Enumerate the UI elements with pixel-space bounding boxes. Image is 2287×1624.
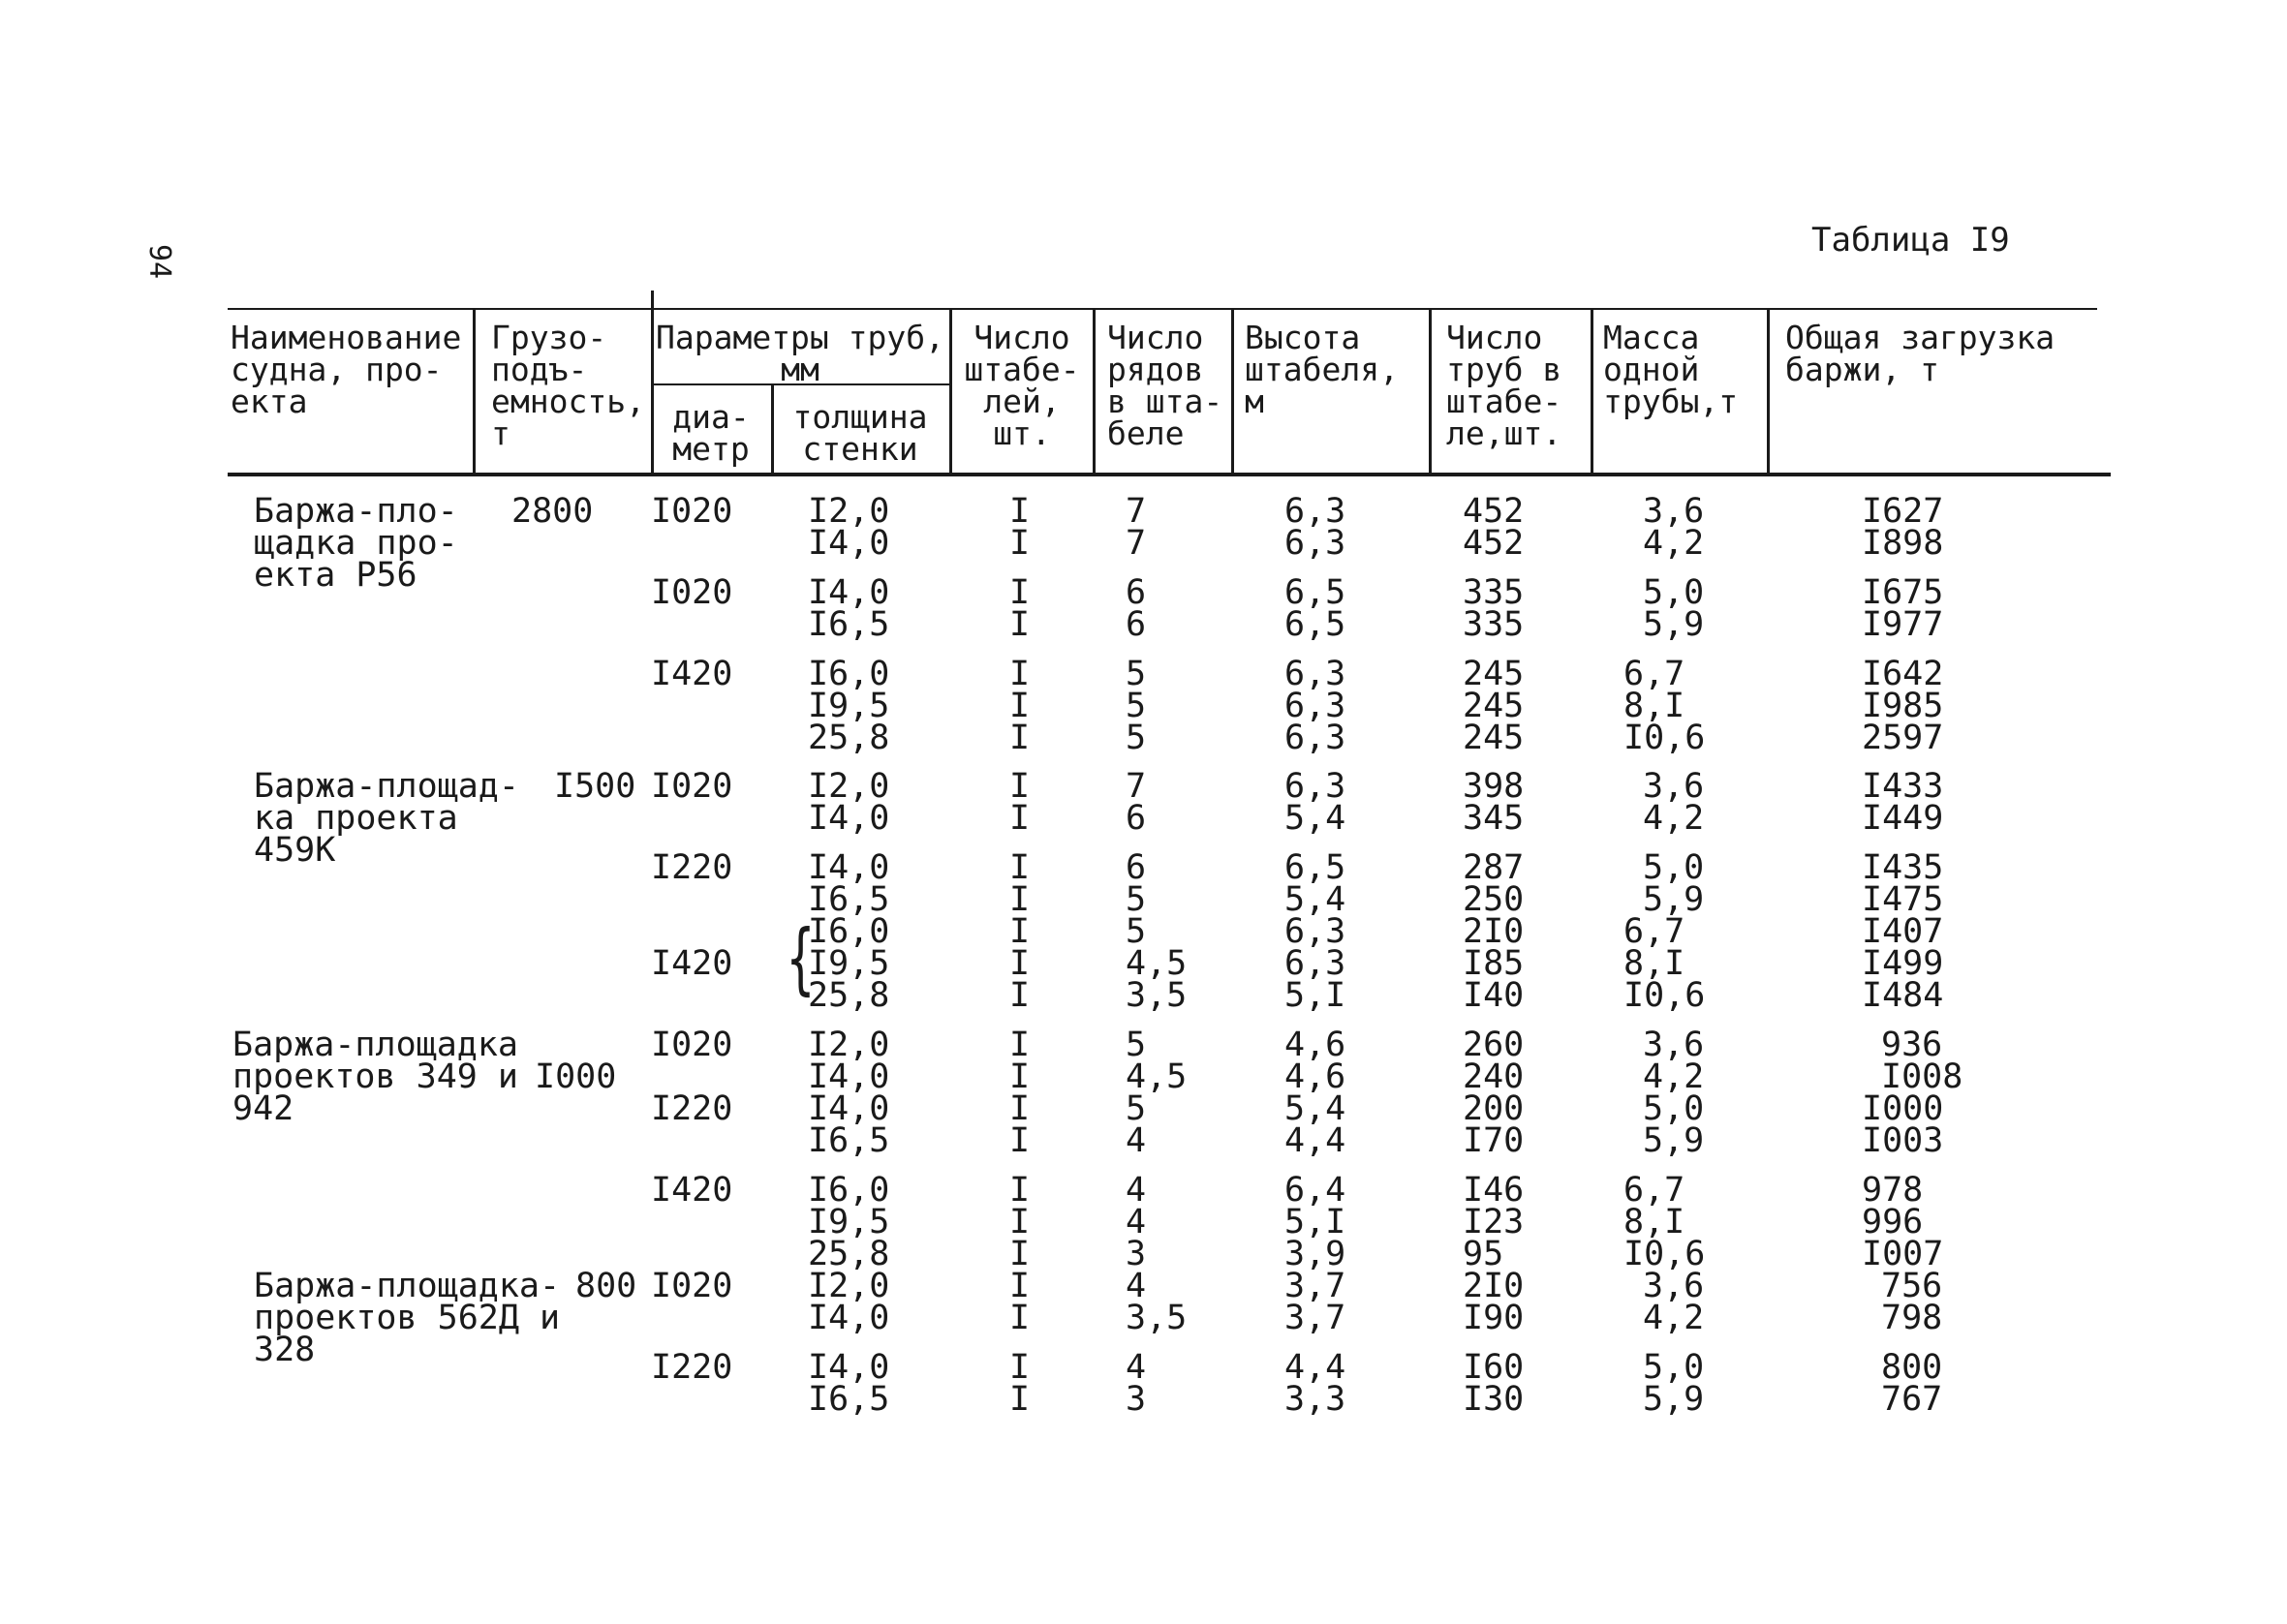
pipe-count: I46 I23 95 <box>1463 1171 1525 1273</box>
header-capacity: Грузо- подъ- емность, т <box>491 319 645 452</box>
vessel-capacity: 800 <box>575 1267 637 1305</box>
total-load: I627 I898 <box>1862 492 1944 563</box>
vessel-name: Баржа-пло- щадка про- екта Р56 <box>254 492 458 595</box>
total-load: I407 I499 I484 <box>1862 912 1944 1015</box>
row-count: 6 5 <box>1126 848 1147 919</box>
wall-thickness: I2,0 I4,0 <box>808 1026 890 1096</box>
header-pipe-params: Параметры труб, мм <box>655 319 944 388</box>
stack-count: I I I <box>1009 912 1031 1015</box>
row-count: 4 4 3 <box>1126 1171 1147 1273</box>
stack-height: 4,6 4,6 <box>1284 1026 1346 1096</box>
stack-height: 6,5 5,4 <box>1284 848 1346 919</box>
stack-height: 5,4 4,4 <box>1284 1089 1346 1160</box>
pipe-count: 2I0 I90 <box>1463 1267 1525 1337</box>
pipe-count: 200 I70 <box>1463 1089 1525 1160</box>
header-pipe-count: Число труб в штабе- ле,шт. <box>1446 319 1562 452</box>
header-stack-count: Число штабе- лей, шт. <box>964 319 1080 452</box>
stack-count: I I I <box>1009 1171 1031 1273</box>
stack-height: 6,5 6,5 <box>1284 573 1346 644</box>
row-count: 4 3,5 <box>1126 1267 1188 1337</box>
pipe-count: I60 I30 <box>1463 1348 1525 1419</box>
col-divider <box>473 308 476 475</box>
stack-height: 6,3 5,4 <box>1284 767 1346 838</box>
total-load: 978 996 I007 <box>1862 1171 1944 1273</box>
total-load: 800 767 <box>1881 1348 1943 1419</box>
header-row-count: Число рядов в шта- беле <box>1107 319 1223 452</box>
wall-thickness: I2,0 I4,0 <box>808 1267 890 1337</box>
diameter: I020 <box>651 492 733 531</box>
total-load: 936 I008 <box>1881 1026 1963 1096</box>
vessel-capacity: 2800 <box>511 492 594 531</box>
pipe-mass: 6,7 8,I I0,6 <box>1623 655 1706 757</box>
row-count: 5 4,5 <box>1126 1026 1188 1096</box>
stack-height: 6,3 6,3 6,3 <box>1284 655 1346 757</box>
col-divider <box>1093 308 1096 475</box>
header-stack-height: Высота штабеля, м <box>1245 319 1399 420</box>
wall-thickness: I2,0 I4,0 <box>808 492 890 563</box>
pipe-count: 260 240 <box>1463 1026 1525 1096</box>
pipe-mass: 6,7 8,I I0,6 <box>1623 912 1706 1015</box>
total-load: I435 I475 <box>1862 848 1944 919</box>
wall-thickness: I6,0 I9,5 25,8 <box>808 655 890 757</box>
stack-count: I I <box>1009 1348 1031 1419</box>
row-count: 6 6 <box>1126 573 1147 644</box>
stack-count: I I <box>1009 1089 1031 1160</box>
diameter: I020 <box>651 1026 733 1064</box>
wall-thickness: I4,0 I6,5 <box>808 1348 890 1419</box>
stack-height: 4,4 3,3 <box>1284 1348 1346 1419</box>
diameter: I420 <box>651 1171 733 1210</box>
pipe-count: 398 345 <box>1463 767 1525 838</box>
pipe-mass: 5,0 5,9 <box>1643 573 1705 644</box>
diameter: I020 <box>651 767 733 806</box>
total-load: 756 798 <box>1881 1267 1943 1337</box>
pipe-mass: 6,7 8,I I0,6 <box>1623 1171 1706 1273</box>
row-count: 7 6 <box>1126 767 1147 838</box>
brace: { <box>787 913 815 1003</box>
header-total-load: Общая загрузка баржи, т <box>1785 319 2055 388</box>
stack-height: 3,7 3,7 <box>1284 1267 1346 1337</box>
pipe-mass: 3,6 4,2 <box>1643 1267 1705 1337</box>
diameter: I020 <box>651 573 733 612</box>
pipe-mass: 5,0 5,9 <box>1643 1348 1705 1419</box>
row-count: 5 5 5 <box>1126 655 1147 757</box>
diameter: I020 <box>651 1267 733 1305</box>
total-load: I642 I985 2597 <box>1862 655 1944 757</box>
pipe-mass: 5,0 5,9 <box>1643 848 1705 919</box>
diameter: I220 <box>651 1348 733 1387</box>
pipe-mass: 3,6 4,2 <box>1643 767 1705 838</box>
stack-count: I I <box>1009 1026 1031 1096</box>
vessel-name: Баржа-площадка проектов 349 и 942 <box>232 1026 519 1128</box>
header-wall-thickness: толщина стенки <box>792 398 928 468</box>
table-top-rule <box>228 308 2097 310</box>
total-load: I675 I977 <box>1862 573 1944 644</box>
wall-thickness: I4,0 I6,5 <box>808 573 890 644</box>
row-count: 7 7 <box>1126 492 1147 563</box>
col-divider <box>1591 308 1593 475</box>
header-pipe-mass: Масса одной трубы,т <box>1603 319 1739 420</box>
wall-thickness: I2,0 I4,0 <box>808 767 890 838</box>
col-divider <box>1231 308 1234 475</box>
stack-count: I I <box>1009 1267 1031 1337</box>
diameter: I420 <box>651 944 733 983</box>
vessel-capacity: I000 <box>535 1057 617 1096</box>
stack-count: I I I <box>1009 655 1031 757</box>
diameter: I220 <box>651 848 733 887</box>
diameter: I220 <box>651 1089 733 1128</box>
total-load: I433 I449 <box>1862 767 1944 838</box>
vessel-name: Баржа-площадка- проектов 562Д и 328 <box>254 1267 561 1369</box>
page-number: 94 <box>142 244 176 280</box>
pipe-count: 452 452 <box>1463 492 1525 563</box>
pipe-count: 335 335 <box>1463 573 1525 644</box>
header-diameter: диа- метр <box>672 398 750 468</box>
stack-count: I I <box>1009 492 1031 563</box>
pipe-mass: 3,6 4,2 <box>1643 492 1705 563</box>
header-bottom-rule <box>228 473 2111 476</box>
pipe-count: 245 245 245 <box>1463 655 1525 757</box>
header-vessel: Наименование судна, про- екта <box>231 319 462 420</box>
vessel-capacity: I500 <box>554 767 636 806</box>
row-count: 4 3 <box>1126 1348 1147 1419</box>
pipe-mass: 5,0 5,9 <box>1643 1089 1705 1160</box>
total-load: I000 I003 <box>1862 1089 1944 1160</box>
pipe-mass: 3,6 4,2 <box>1643 1026 1705 1096</box>
stack-count: I I <box>1009 767 1031 838</box>
pipe-count: 287 250 <box>1463 848 1525 919</box>
wall-thickness: I6,0 I9,5 25,8 <box>808 912 890 1015</box>
table-title: Таблица I9 <box>1811 221 2010 260</box>
wall-thickness: I4,0 I6,5 <box>808 1089 890 1160</box>
row-count: 5 4,5 3,5 <box>1126 912 1188 1015</box>
wall-thickness: I6,0 I9,5 25,8 <box>808 1171 890 1273</box>
col-divider <box>1429 308 1432 475</box>
stack-count: I I <box>1009 848 1031 919</box>
stack-height: 6,3 6,3 <box>1284 492 1346 563</box>
stack-height: 6,4 5,I 3,9 <box>1284 1171 1346 1273</box>
stack-count: I I <box>1009 573 1031 644</box>
wall-thickness: I4,0 I6,5 <box>808 848 890 919</box>
row-count: 5 4 <box>1126 1089 1147 1160</box>
vessel-name: Баржа-площад- ка проекта 459К <box>254 767 519 870</box>
pipe-count: 2I0 I85 I40 <box>1463 912 1525 1015</box>
stack-height: 6,3 6,3 5,I <box>1284 912 1346 1015</box>
diameter: I420 <box>651 655 733 693</box>
col-divider <box>1767 308 1770 475</box>
